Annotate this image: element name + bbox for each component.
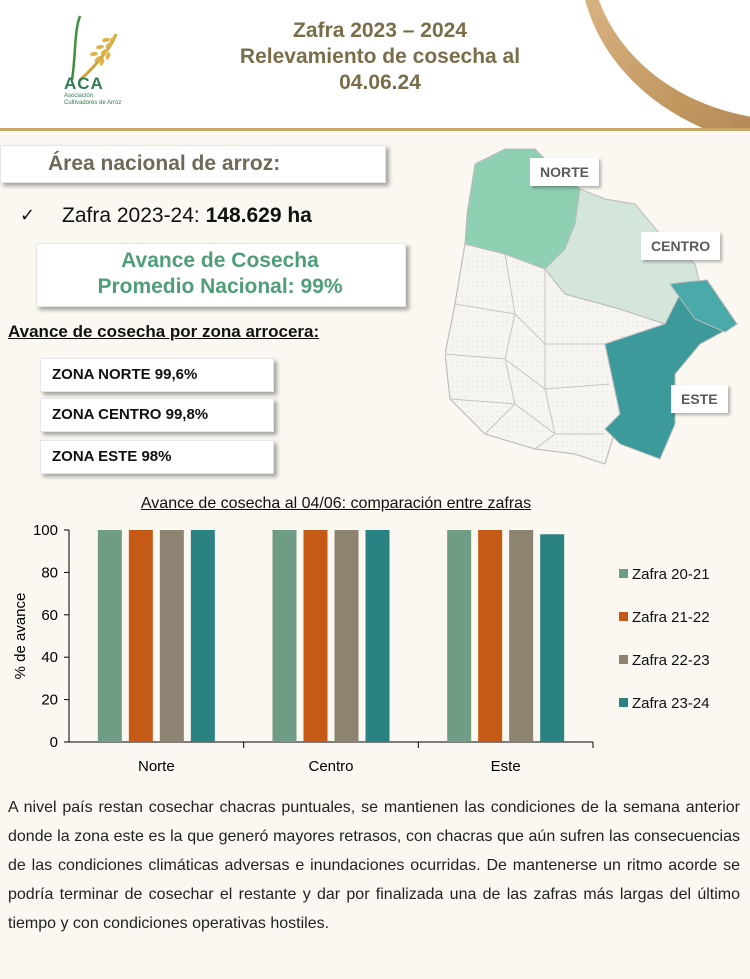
title-line: Relevamiento de cosecha al <box>239 45 521 68</box>
bar-centro-series-2 <box>335 530 359 742</box>
zone-label-centro: ZONA CENTRO 99,8% <box>52 406 209 423</box>
x-tick-label: Centro <box>308 758 354 775</box>
x-tick-label: Este <box>490 758 521 775</box>
avance-line: Promedio Nacional: 99% <box>97 275 343 298</box>
zafra-area-value: 148.629 ha <box>205 204 312 227</box>
legend-swatch <box>619 655 628 664</box>
chart-title: Avance de cosecha al 04/06: comparación entre zafras <box>140 495 532 512</box>
bar-norte-series-0 <box>98 530 122 742</box>
legend-swatch <box>619 569 628 578</box>
avance-line: Avance de Cosecha <box>121 249 319 272</box>
y-tick-label: 60 <box>41 606 58 624</box>
y-tick-label: 20 <box>41 691 58 709</box>
zafra-area-line <box>62 204 312 228</box>
y-tick-label: 0 <box>49 734 58 751</box>
area-title: Área nacional de arroz: <box>48 152 281 175</box>
page-title <box>160 18 600 96</box>
legend-label: Zafra 20-21 <box>632 566 710 583</box>
legend-label: Zafra 23-24 <box>632 695 710 712</box>
uruguay-map <box>445 144 745 474</box>
avance-promedio <box>36 248 404 300</box>
legend-item <box>619 695 710 712</box>
legend-swatch <box>619 612 628 621</box>
logo-subtitle-line: Cultivadores de Arroz <box>64 100 122 106</box>
x-tick-label: Norte <box>137 758 175 775</box>
bar-centro-series-3 <box>366 530 390 742</box>
legend-item <box>619 652 710 669</box>
legend-swatch <box>619 698 628 707</box>
map-label-norte: NORTE <box>530 158 599 186</box>
legend-item <box>619 566 710 583</box>
y-tick-label: 40 <box>41 649 58 667</box>
legend-item <box>619 609 710 626</box>
legend-label: Zafra 21-22 <box>632 609 710 626</box>
zonas-heading: Avance de cosecha por zona arrocera: <box>8 322 320 341</box>
title-line: Zafra 2023 – 2024 <box>293 19 467 42</box>
check-icon: ✓ <box>20 205 36 225</box>
title-line: 04.06.24 <box>339 71 421 94</box>
map-label-centro: CENTRO <box>641 232 720 260</box>
bar-este-series-3 <box>540 534 564 742</box>
bar-centro-series-0 <box>273 530 297 742</box>
bar-norte-series-1 <box>129 530 153 742</box>
bar-este-series-2 <box>509 530 533 742</box>
y-tick-label: 80 <box>41 564 58 582</box>
bar-chart <box>0 515 610 785</box>
zone-label-norte: ZONA NORTE 99,6% <box>52 366 198 383</box>
bar-este-series-0 <box>447 530 471 742</box>
summary-paragraph: A nivel país restan cosechar chacras puntuales, se mantienen las condiciones de la semana anterior donde la zona este es la que generó mayores retrasos, con chacras que aún sufren las consecuencias de las condiciones climáticas adversas e inundaciones ocurridas. De mantenerse un ritmo acorde se podría terminar de cosechar el restante y dar por finalizada una de las zafras más largas del último tiempo y con condiciones operativas hostiles. <box>8 799 740 932</box>
y-tick-label: 100 <box>32 522 58 539</box>
logo-text: ACA <box>64 74 104 93</box>
zone-label-este: ZONA ESTE 98% <box>52 448 172 465</box>
map-label-este: ESTE <box>671 385 728 413</box>
y-axis-label: % de avance <box>12 592 29 680</box>
bar-este-series-1 <box>478 530 502 742</box>
bar-norte-series-2 <box>160 530 184 742</box>
zafra-area-label: Zafra 2023-24: <box>62 204 200 227</box>
header-banner <box>0 0 750 131</box>
bar-norte-series-3 <box>191 530 215 742</box>
bar-centro-series-1 <box>304 530 328 742</box>
legend-label: Zafra 22-23 <box>632 652 710 669</box>
logo-subtitle-line: Asociación <box>64 93 94 99</box>
logo-subtitle <box>64 93 121 107</box>
